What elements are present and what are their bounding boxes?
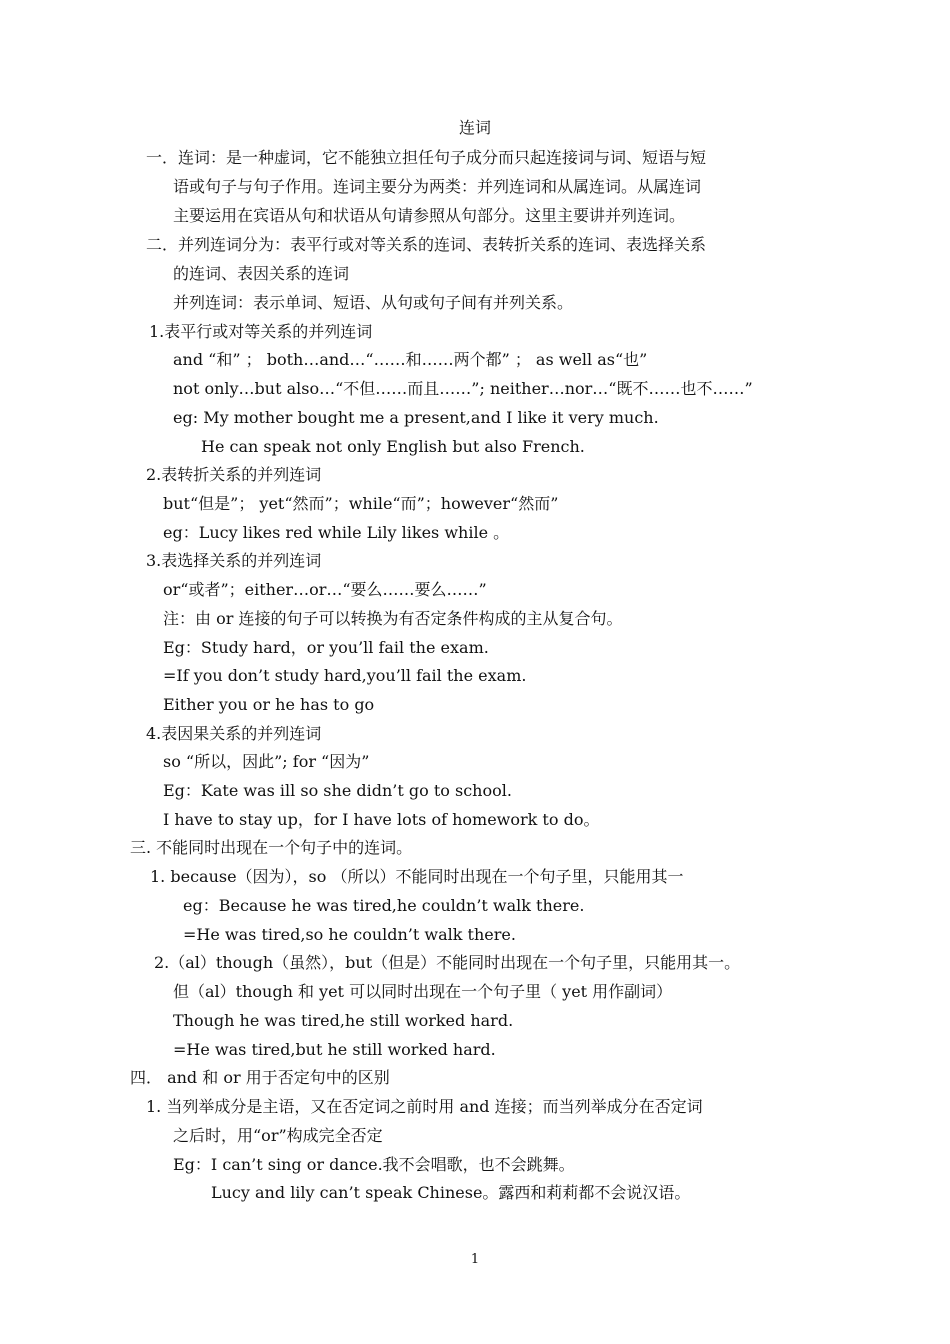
text-line: so “所以，因此”; for “因为”: [163, 752, 370, 771]
text-line: eg: My mother bought me a present,and I like it very much.: [173, 408, 659, 427]
text-line: 1.表平行或对等关系的并列连词: [149, 322, 373, 341]
text-line: and “和” ； both…and…“……和……两个都” ； as well as“也”: [173, 350, 648, 369]
text-line: =He was tired,so he couldn’t walk there.: [183, 925, 516, 944]
text-line: or“或者”；either…or…“要么……要么……”: [163, 580, 487, 599]
text-line: 2.（al）though（虽然），but（但是）不能同时出现在一个句子里，只能用其一。: [154, 953, 741, 972]
text-line: Eg：I can’t sing or dance.我不会唱歌，也不会跳舞。: [173, 1155, 575, 1174]
text-line: 三. 不能同时出现在一个句子中的连词。: [130, 838, 413, 857]
text-line: Eg：Study hard，or you’ll fail the exam.: [163, 638, 489, 657]
text-line: 2.表转折关系的并列连词: [146, 465, 322, 484]
text-line: 的连词、表因关系的连词: [173, 264, 350, 283]
text-line: 之后时，用“or”构成完全否定: [173, 1126, 383, 1145]
text-line: Either you or he has to go: [163, 695, 375, 714]
text-line: 主要运用在宾语从句和状语从句请参照从句部分。这里主要讲并列连词。: [173, 206, 686, 225]
text-line: eg：Lucy likes red while Lily likes while 。: [163, 523, 510, 542]
text-line: 1. 当列举成分是主语，又在否定词之前时用 and 连接；而当列举成分在否定词: [146, 1097, 703, 1116]
text-line: 二．并列连词分为：表平行或对等关系的连词、表转折关系的连词、表选择关系: [146, 235, 707, 254]
text-line: 4.表因果关系的并列连词: [146, 724, 322, 743]
page-title: 连词: [458, 118, 491, 137]
text-line: 注：由 or 连接的句子可以转换为有否定条件构成的主从复合句。: [163, 609, 623, 628]
text-line: 1. because（因为），so （所以）不能同时出现在一个句子里，只能用其一: [150, 867, 684, 886]
text-line: =If you don’t study hard,you’ll fail the exam.: [163, 666, 527, 685]
text-line: I have to stay up，for I have lots of homework to do。: [163, 810, 600, 829]
text-line: 四． and 和 or 用于否定句中的区别: [130, 1068, 390, 1087]
text-line: 一．连词：是一种虚词，它不能独立担任句子成分而只起连接词与词、短语与短: [146, 148, 707, 167]
text-line: not only…but also…“不但……而且……”; neither…nor…“既不……也不……”: [173, 379, 753, 398]
text-line: 并列连词：表示单词、短语、从句或句子间有并列关系。: [173, 293, 574, 312]
text-line: Eg：Kate was ill so she didn’t go to school.: [163, 781, 512, 800]
text-line: 但（al）though 和 yet 可以同时出现在一个句子里（ yet 用作副词）: [173, 982, 673, 1001]
text-line: =He was tired,but he still worked hard.: [173, 1040, 496, 1059]
text-line: 语或句子与句子作用。连词主要分为两类：并列连词和从属连词。从属连词: [173, 177, 702, 196]
text-line: He can speak not only English but also French.: [201, 437, 585, 456]
text-line: but“但是”； yet“然而”；while“而”；however“然而”: [163, 494, 559, 513]
text-line: Lucy and lily can’t speak Chinese。露西和莉莉都不会说汉语。: [211, 1183, 691, 1202]
page-number: 1: [470, 1252, 480, 1267]
text-line: Though he was tired,he still worked hard.: [173, 1011, 514, 1030]
text-line: eg：Because he was tired,he couldn’t walk there.: [183, 896, 585, 915]
text-line: 3.表选择关系的并列连词: [146, 551, 322, 570]
